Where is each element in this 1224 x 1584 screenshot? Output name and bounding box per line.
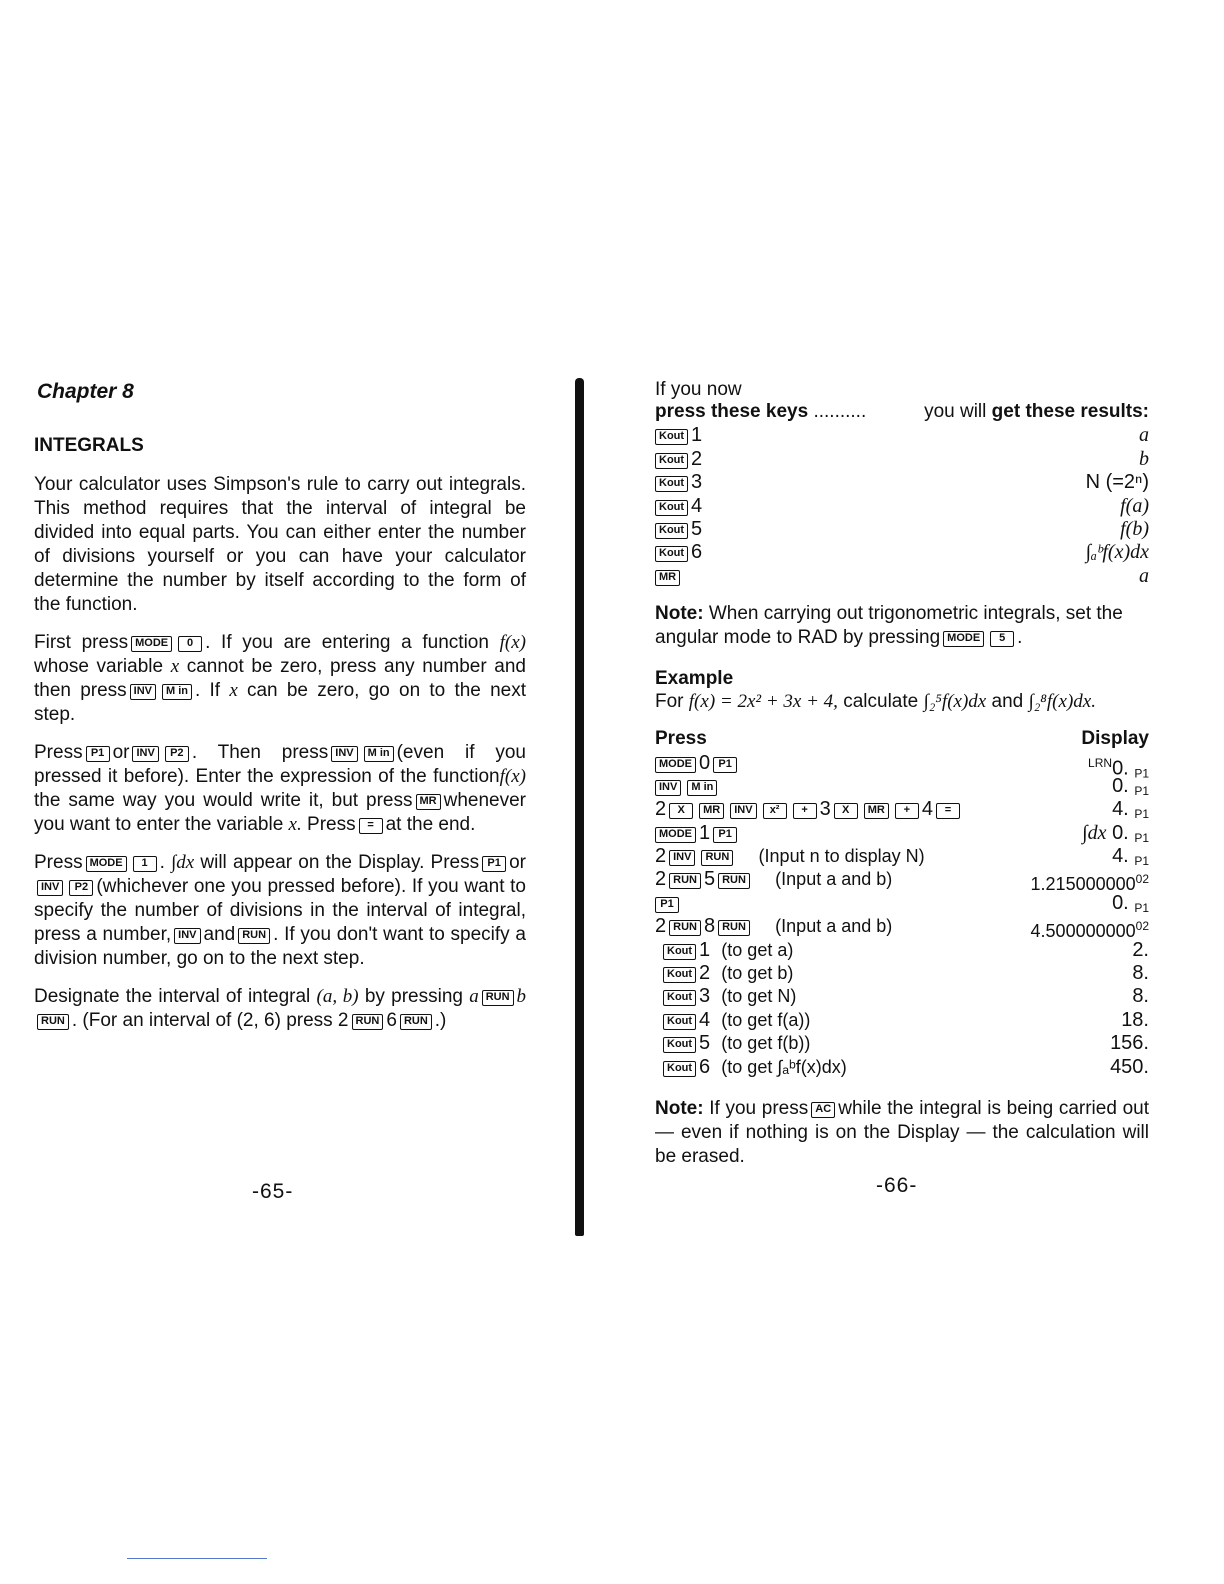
kout-row: Kout 4 f(a)	[655, 495, 1149, 518]
step-row: MODE 1 P1 ∫dx 0. P1	[655, 822, 1149, 845]
min-key: M in	[364, 746, 394, 762]
kout-row: Kout 6 ∫ₐᵇf(x)dx	[655, 541, 1149, 564]
paragraph-press-p1: Press P1 or INV P2 . Then press INV M in (even if you pressed it before). Enter the expression of the functionf(x) the same way you would write it, but press MR whenever you want to enter the variable x. Press = at the end.	[34, 742, 526, 835]
binding-spine	[575, 378, 584, 1236]
bottom-rule	[127, 1558, 267, 1559]
kout-key: Kout	[655, 453, 688, 469]
kout-key: Kout	[663, 944, 696, 960]
kout-result-list	[655, 424, 1149, 588]
inv-key: INV	[730, 803, 756, 819]
inv-key: INV	[669, 850, 695, 866]
paragraph-designate-interval: Designate the interval of integral (a, b) by pressing a RUN b RUN . (For an interval of (2, 6) press 2 RUN 6 RUN .)	[34, 986, 527, 1031]
mr-key: MR	[416, 794, 441, 810]
step-row: MODE 0 P1 $^{LRN}$0. P1	[655, 752, 1149, 775]
kout-example-row: Kout 4 (to get f(a)) 18.	[655, 1009, 1149, 1032]
times-key: X	[669, 803, 693, 819]
left-page	[34, 380, 526, 1033]
paragraph-press-mode-1: Press MODE 1 . ∫dx will appear on the Display. Press P1 or INV P2 (whichever one you pressed before). If you want to specify the number of divisions in the interval of integral, press a number, INV and RUN . If you don't want to specify a division number, go on to the next step.	[34, 852, 526, 969]
p1-key: P1	[713, 757, 737, 773]
example-table-header: Press Display	[655, 728, 1149, 750]
min-key: M in	[687, 780, 717, 796]
kout-row: Kout 5 f(b)	[655, 518, 1149, 541]
step-row: 2 RUN 5 RUN (Input a and b) 1.215000000$^{02}$	[655, 868, 1149, 895]
kout-key: Kout	[663, 1037, 696, 1053]
kout-example-row: Kout 6 (to get ∫ₐᵇf(x)dx) 450.	[655, 1056, 1149, 1079]
run-key: RUN	[238, 928, 270, 944]
five-key: 5	[990, 631, 1014, 647]
plus-key: +	[895, 803, 919, 819]
step-row: 2 INV RUN (Input n to display N) 4. P1	[655, 845, 1149, 869]
run-key: RUN	[352, 1014, 384, 1030]
kout-row: Kout 1 a	[655, 424, 1149, 447]
inv-key: INV	[130, 684, 156, 700]
example-statement: For f(x) = 2x² + 3x + 4, calculate ∫₂⁵f(x)dx and ∫₂⁸f(x)dx.	[655, 691, 1096, 713]
inv-key: INV	[132, 746, 158, 762]
run-key: RUN	[701, 850, 733, 866]
run-key: RUN	[37, 1014, 69, 1030]
mr-key: MR	[864, 803, 889, 819]
p2-key: P2	[69, 880, 93, 896]
equals-key: =	[936, 803, 960, 819]
if-you-now: If you now	[655, 379, 742, 400]
run-key: RUN	[482, 990, 514, 1006]
p1-key: P1	[655, 897, 679, 913]
kout-row: Kout 2 b	[655, 448, 1149, 471]
p1-key: P1	[713, 827, 737, 843]
mode-key: MODE	[86, 856, 127, 872]
x-squared-key: x²	[763, 803, 787, 819]
kout-key: Kout	[655, 429, 688, 445]
step-row: INV M in 0. P1	[655, 775, 1149, 798]
right-page	[655, 378, 1149, 1169]
run-key: RUN	[718, 920, 750, 936]
page-number-right: -66-	[876, 1174, 918, 1197]
kout-key: Kout	[655, 546, 688, 562]
inv-key: INV	[174, 928, 200, 944]
mr-row: MR a	[655, 565, 1149, 588]
kout-key: Kout	[663, 1014, 696, 1030]
p2-key: P2	[165, 746, 189, 762]
inv-key: INV	[331, 746, 357, 762]
p1-key: P1	[86, 746, 110, 762]
kout-key: Kout	[655, 500, 688, 516]
example-heading: Example	[655, 668, 734, 690]
p1-key: P1	[482, 856, 506, 872]
step-row: 2 X MR INV x² + 3 X MR + 4 = 4. P1	[655, 798, 1149, 822]
note-trig: Note: When carrying out trigonometric integrals, set the angular mode to RAD by pressing MODE 5 .	[655, 603, 1123, 649]
kout-key: Kout	[663, 967, 696, 983]
kout-example-row: Kout 5 (to get f(b)) 156.	[655, 1032, 1149, 1055]
run-key: RUN	[669, 920, 701, 936]
kout-key: Kout	[655, 523, 688, 539]
mode-key: MODE	[943, 631, 984, 647]
run-key: RUN	[400, 1014, 432, 1030]
results-header: press these keys .......... you will get these results:	[655, 401, 1149, 422]
step-row: P1 0. P1	[655, 892, 1149, 915]
equals-key: =	[359, 818, 383, 834]
plus-key: +	[793, 803, 817, 819]
inv-key: INV	[655, 780, 681, 796]
min-key: M in	[162, 684, 192, 700]
step-row: 2 RUN 8 RUN (Input a and b) 4.500000000$^{02}$	[655, 915, 1149, 942]
run-key: RUN	[718, 873, 750, 889]
inv-key: INV	[37, 880, 63, 896]
run-key: RUN	[669, 873, 701, 889]
zero-key: 0	[178, 636, 202, 652]
mode-key: MODE	[655, 757, 696, 773]
kout-key: Kout	[663, 990, 696, 1006]
mr-key: MR	[655, 570, 680, 586]
ac-key: AC	[811, 1102, 835, 1118]
kout-key: Kout	[663, 1061, 696, 1077]
kout-key: Kout	[655, 476, 688, 492]
kout-example-row: Kout 2 (to get b) 8.	[655, 962, 1149, 985]
times-key: X	[834, 803, 858, 819]
kout-example-row: Kout 1 (to get a) 2.	[655, 939, 1149, 962]
kout-row: Kout 3 N (=2ⁿ)	[655, 471, 1149, 494]
page-number-left: -65-	[252, 1180, 294, 1203]
intro-paragraph: Your calculator uses Simpson's rule to carry out integrals. This method requires that the interval of integral be divided into equal parts. You can either enter the number of divisions yourself or you can have your calculator determine the number by itself according to the form of the function.	[34, 474, 526, 615]
kout-example-row: Kout 3 (to get N) 8.	[655, 985, 1149, 1008]
mode-key: MODE	[131, 636, 172, 652]
note-ac: Note: If you press AC while the integral is being carried out — even if nothing is on the Display — the calculation will be erased.	[655, 1097, 1149, 1167]
mr-key: MR	[699, 803, 724, 819]
chapter-title: Chapter 8	[37, 380, 134, 403]
paragraph-first-press: First press MODE 0 . If you are entering a function f(x) whose variable x cannot be zero, press any number and then press INV M in . If x can be zero, go on to the next step.	[34, 632, 527, 725]
mode-key: MODE	[655, 827, 696, 843]
section-heading: INTEGRALS	[34, 435, 144, 456]
one-key: 1	[133, 856, 157, 872]
